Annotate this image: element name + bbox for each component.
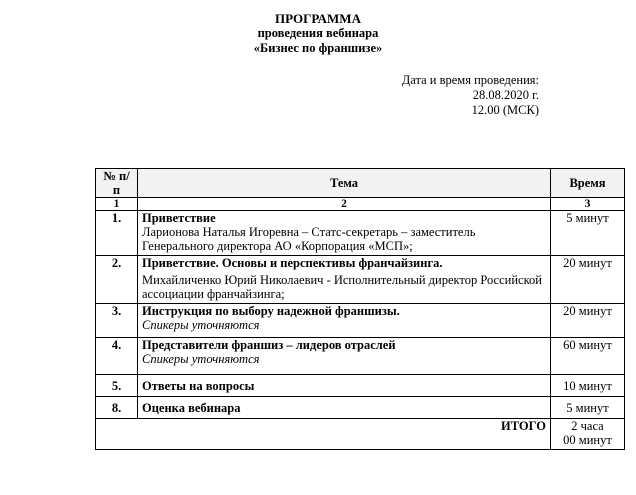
- column-index-row: [96, 198, 625, 211]
- row-topic-cell: [138, 338, 551, 375]
- row-topic-cell: [138, 304, 551, 338]
- header-time: Время: [551, 169, 625, 198]
- header-topic: Тема: [138, 169, 551, 198]
- row-details: Спикеры уточняются: [142, 352, 260, 366]
- row-topic-cell: [138, 211, 551, 256]
- program-table: [95, 168, 625, 450]
- row-details: Ларионова Наталья Игоревна – Статс-секретарь – заместитель Генерального директора АО «Корпорация «МСП»;: [142, 225, 476, 253]
- table-header-row: [96, 169, 625, 198]
- total-row: [96, 419, 625, 450]
- document-title: ПРОГРАММА: [275, 11, 361, 26]
- row-topic: Оценка вебинара: [138, 397, 551, 419]
- total-label: ИТОГО: [96, 419, 551, 450]
- row-time: 5 минут: [551, 397, 625, 419]
- document-subtitle: проведения вебинара: [257, 26, 379, 40]
- row-num: 4.: [96, 338, 138, 375]
- row-time: 20 минут: [551, 304, 625, 338]
- col-index-1: 1: [96, 198, 138, 211]
- row-num: 8.: [96, 397, 138, 419]
- table-row: [96, 256, 625, 304]
- event-meta: [402, 73, 539, 118]
- row-topic-cell: [138, 256, 551, 304]
- row-time: 60 минут: [551, 338, 625, 375]
- row-time: 10 минут: [551, 375, 625, 397]
- header-num: № п/п: [96, 169, 138, 198]
- row-details: Спикеры уточняются: [142, 318, 260, 332]
- total-time-line1: 2 часа: [571, 419, 604, 433]
- row-num: 5.: [96, 375, 138, 397]
- webinar-name: «Бизнес по франшизе»: [253, 41, 383, 55]
- row-details: Михайличенко Юрий Николаевич - Исполнительный директор Российской ассоциации франчайзинга;: [142, 273, 542, 301]
- table-row: [96, 211, 625, 256]
- row-topic: Ответы на вопросы: [138, 375, 551, 397]
- total-time: [551, 419, 625, 450]
- col-index-3: 3: [551, 198, 625, 211]
- row-topic: Инструкция по выбору надежной франшизы.: [142, 304, 400, 318]
- row-time: 20 минут: [551, 256, 625, 304]
- meta-date: 28.08.2020 г.: [472, 88, 539, 102]
- row-time: 5 минут: [551, 211, 625, 256]
- row-topic: Приветствие. Основы и перспективы франчайзинга.: [142, 256, 443, 270]
- col-index-2: 2: [138, 198, 551, 211]
- table-row: [96, 304, 625, 338]
- title-block: [0, 11, 636, 56]
- table-row: [96, 338, 625, 375]
- meta-label: Дата и время проведения:: [401, 73, 539, 87]
- total-time-line2: 00 минут: [563, 433, 612, 447]
- row-topic: Представители франшиз – лидеров отраслей: [142, 338, 396, 352]
- table-row: [96, 375, 625, 397]
- row-num: 2.: [96, 256, 138, 304]
- row-num: 1.: [96, 211, 138, 256]
- meta-time: 12.00 (МСК): [471, 103, 539, 117]
- table-row: [96, 397, 625, 419]
- row-num: 3.: [96, 304, 138, 338]
- row-topic: Приветствие: [142, 211, 216, 225]
